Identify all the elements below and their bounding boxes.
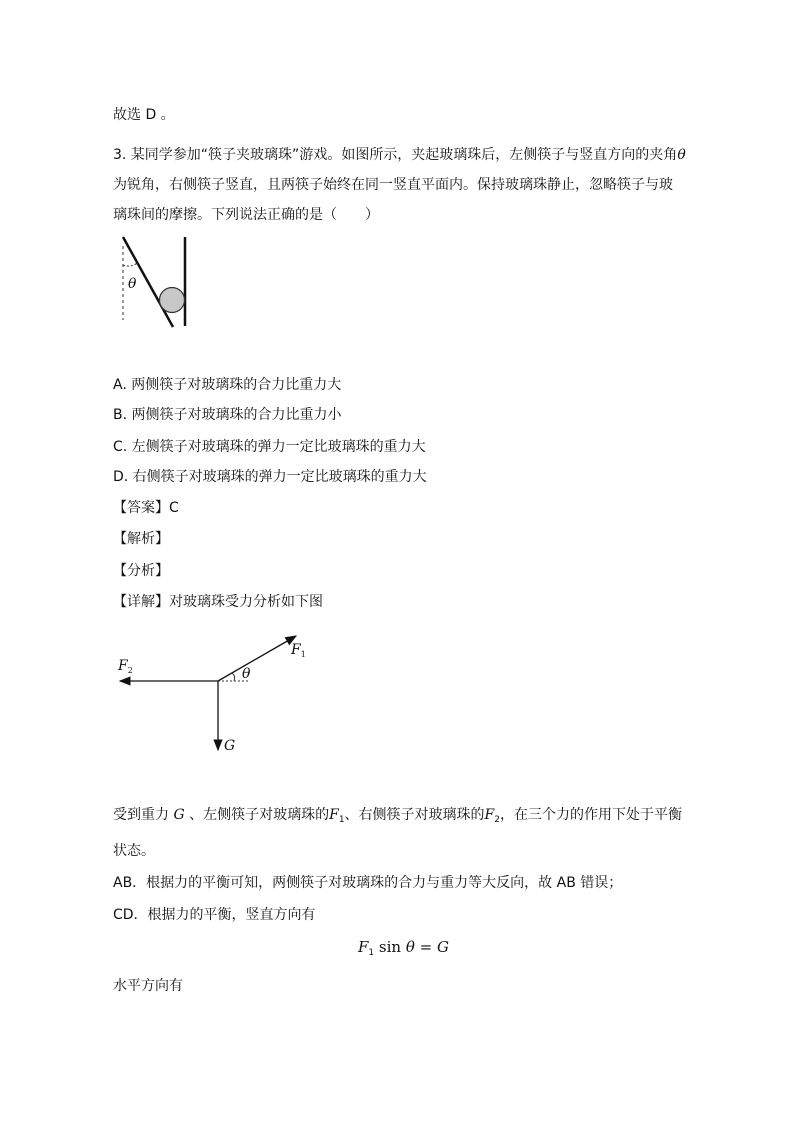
question-line-2: 为锐角，右侧筷子竖直，且两筷子始终在同一竖直平面内。保持玻璃珠静止，忽略筷子与玻 [113,177,673,193]
para-f1-sub: 1 [338,815,345,825]
horizontal-direction-text: 水平方向有 [113,978,183,994]
para-f1-symbol: F [329,807,339,823]
option-b: B. 两侧筷子对玻璃珠的合力比重力小 [113,407,342,423]
detail-text: 对玻璃珠受力分析如下图 [169,594,323,610]
detail-label: 【详解】 [113,594,169,610]
eq-theta: θ [405,938,415,956]
para-text-1: 受到重力 [113,807,169,823]
angle-arc [123,263,137,266]
g-label: G [224,738,236,754]
question-text-1: 3. 某同学参加“筷子夹玻璃珠”游戏。如图所示，夹起玻璃珠后，左侧筷子与竖直方向的夹角 [113,147,678,163]
para-text-2: 、左侧筷子对玻璃珠的 [189,807,330,823]
cd-explanation: CD．根据力的平衡，竖直方向有 [113,907,316,923]
question-line-3: 璃珠间的摩擦。下列说法正确的是（ ） [113,207,379,223]
option-c: C. 左侧筷子对玻璃珠的弹力一定比玻璃珠的重力大 [113,439,426,455]
eq-sin: sin [374,938,406,956]
para-text-4: ，在三个力的作用下处于平衡 [500,807,682,823]
glass-bead [160,288,185,313]
para-g-symbol: G [173,807,185,823]
para-f2-sub: 2 [494,815,500,825]
option-a: A. 两侧筷子对玻璃珠的合力比重力大 [113,377,342,393]
analysis-label: 【解析】 [113,531,169,547]
para-text-3: 、右侧筷子对玻璃珠的 [344,807,485,823]
eq-g-symbol: G [437,938,449,956]
theta-label-2: θ [242,666,251,682]
answer-value: C [169,500,179,516]
para-f2-symbol: F [484,807,495,823]
chopsticks-figure [123,237,185,327]
option-d: D. 右侧筷子对玻璃珠的弹力一定比玻璃珠的重力大 [113,469,427,485]
answer-label: 【答案】 [113,500,169,516]
force-f1-arrow [218,636,296,681]
previous-answer: 故选 D 。 [113,107,175,123]
eq-f-symbol: F [358,938,369,956]
paragraph-forces-line-2: 状态。 [113,843,155,859]
eq-equals: = [414,938,437,956]
f1-label: $F_1$ [291,642,306,659]
eq-f-sub: 1 [368,948,375,958]
answer-line [113,499,179,517]
theta-symbol: θ [677,147,686,163]
detail-line [113,593,323,611]
angle-label: θ [128,276,137,292]
f2-label: $F_2$ [118,658,133,675]
force-diagram [117,636,306,754]
equilibrium-equation [358,938,449,958]
angle-arc-2 [232,673,235,681]
fenxi-label: 【分析】 [113,563,169,579]
ab-explanation: AB．根据力的平衡可知，两侧筷子对玻璃珠的合力与重力等大反向，故 AB 错误； [113,875,623,891]
paragraph-forces-line-1 [113,806,682,829]
